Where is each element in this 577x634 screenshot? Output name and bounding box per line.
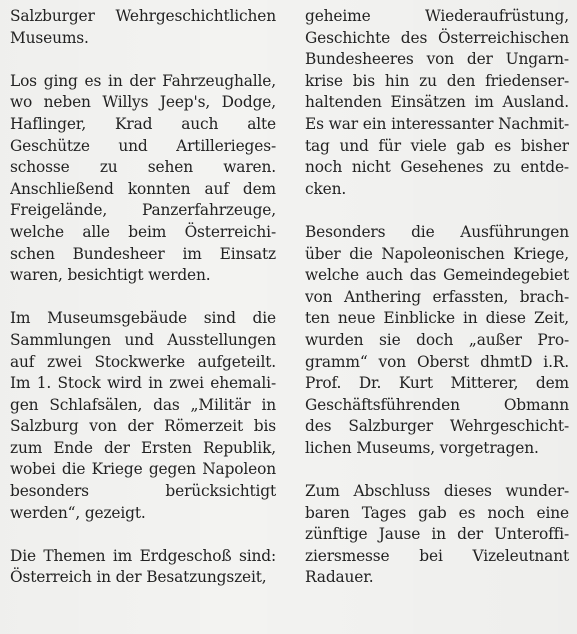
text-line: wobei die Kriege gegen Napoleon	[10, 460, 276, 479]
text-line: baren Tages gab es noch eine	[305, 503, 569, 522]
text-line: Geschäftsführenden Obmann	[305, 395, 569, 414]
right-paragraph-2	[305, 222, 569, 460]
text-line: Zum Abschluss dieses wunder-	[305, 482, 569, 501]
text-line: waren, besichtigt werden.	[10, 266, 211, 285]
text-line: auf zwei Stockwerke aufgeteilt.	[10, 352, 276, 371]
text-line: ziersmesse bei Vizeleutnant	[305, 546, 569, 565]
text-line: krise bis hin zu den friedenser-	[305, 71, 569, 90]
text-line: Besonders die Ausführungen	[305, 222, 569, 241]
text-line: Anschließend konnten auf dem	[10, 179, 276, 198]
left-paragraph-3	[10, 308, 276, 524]
text-line: schen Bundesheer im Einsatz	[10, 244, 276, 263]
text-line: gen Schlafsälen, das „Militär in	[10, 395, 276, 414]
text-line: besonders berücksichtigt	[10, 482, 276, 501]
text-line: Im 1. Stock wird in zwei ehemali-	[10, 374, 276, 393]
text-line: Die Themen im Erdgeschoß sind:	[10, 546, 276, 565]
left-paragraph-4	[10, 546, 276, 589]
text-line: des Salzburger Wehrgeschicht-	[305, 417, 569, 436]
text-line: geheime Wiederaufrüstung,	[305, 7, 569, 25]
text-line: gramm“ von Oberst dhmtD i.R.	[305, 352, 569, 371]
right-paragraph-3	[305, 481, 569, 589]
text-line: lichen Museums, vorgetragen.	[305, 438, 539, 457]
text-line: Sammlungen und Ausstellungen	[10, 330, 276, 349]
text-line: wurden sie doch „außer Pro-	[305, 330, 569, 349]
text-line: werden“, gezeigt.	[10, 503, 146, 522]
text-line: Bundesheeres von der Ungarn-	[305, 50, 569, 69]
text-line: haltenden Einsätzen im Ausland.	[305, 93, 569, 112]
text-line: Salzburger Wehrgeschichtlichen	[10, 7, 276, 25]
text-line: Haflinger, Krad auch alte	[10, 114, 276, 133]
text-line: über die Napoleonischen Kriege,	[305, 244, 569, 263]
text-line: Prof. Dr. Kurt Mitterer, dem	[305, 374, 569, 393]
right-text-column	[305, 6, 569, 589]
text-line: wo neben Willys Jeep's, Dodge,	[10, 93, 276, 112]
left-paragraph-1	[10, 6, 276, 49]
text-line: ten neue Einblicke in diese Zeit,	[305, 309, 569, 328]
right-paragraph-1	[305, 6, 569, 200]
text-line: zum Ende der Ersten Republik,	[10, 438, 276, 457]
text-line: Geschichte des Österreichischen	[305, 28, 569, 47]
text-line: Geschütze und Artillerieges-	[10, 136, 276, 155]
text-line: Salzburg von der Römerzeit bis	[10, 417, 276, 436]
text-line: tag und für viele gab es bisher	[305, 136, 569, 155]
text-line: welche auch das Gemeindegebiet	[305, 266, 569, 285]
text-line: Im Museumsgebäude sind die	[10, 309, 276, 328]
text-line: Freigelände, Panzerfahrzeuge,	[10, 201, 276, 220]
text-line: Los ging es in der Fahrzeughalle,	[10, 71, 276, 90]
text-line: zünftige Jause in der Unteroffi-	[305, 525, 569, 544]
text-line: noch nicht Gesehenes zu entde-	[305, 158, 569, 177]
text-line: schosse zu sehen waren.	[10, 158, 276, 177]
text-line: von Anthering erfassten, brach-	[305, 287, 569, 306]
text-line: cken.	[305, 179, 347, 198]
text-line: Museums.	[10, 28, 89, 47]
text-line: Österreich in der Besatzungszeit,	[10, 568, 267, 587]
left-text-column	[10, 6, 276, 589]
text-line: Radauer.	[305, 568, 374, 587]
text-line: Es war ein interessanter Nachmit-	[305, 114, 569, 133]
text-line: welche alle beim Österreichi-	[10, 222, 276, 241]
left-paragraph-2	[10, 71, 276, 287]
